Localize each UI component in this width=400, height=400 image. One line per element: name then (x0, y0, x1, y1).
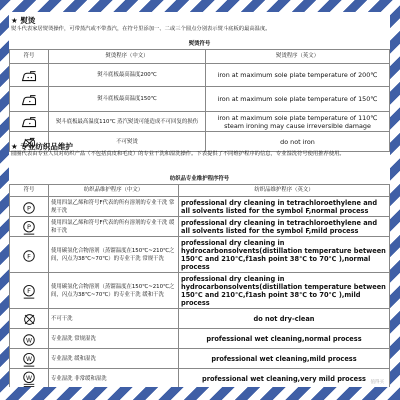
symbol-cell (10, 349, 49, 369)
symbol-cell (10, 369, 49, 388)
procedure-english: professional dry cleaning in tetrachloroethylene and all solvents listed for the symbol F,mild process (179, 217, 390, 237)
symbol-cell (10, 237, 49, 273)
iron-two-dots-icon (19, 70, 39, 83)
header-symbol: 符号 (10, 50, 49, 64)
procedure-english: professional wet cleaning,mild process (179, 349, 390, 369)
svg-text:P: P (27, 203, 31, 212)
procedure-chinese: 专业湿洗 常规湿洗 (49, 329, 179, 349)
procedure-english: iron at maximum sole plate temperature of 150℃ (206, 87, 390, 112)
professional-care-table (9, 184, 390, 387)
procedure-english: professional dry cleaning in tetrachloroethylene and all solvents listed for the symbol F,normal process (179, 197, 390, 217)
iron-one-dot-icon (19, 94, 39, 107)
svg-text:W: W (25, 374, 33, 382)
procedure-chinese: 熨斗底板最高温度200℃ (49, 64, 206, 87)
table-row (10, 237, 390, 273)
procedure-chinese: 专业湿洗 缓和湿洗 (49, 349, 179, 369)
procedure-english: professional dry cleaning in hydrocarbonsolvents(distillation temperature between 150℃ and 210℃,f1ash point 38℃ to 70℃ ),normal process (179, 237, 390, 273)
symbol-cell (10, 87, 49, 112)
symbol-cell (10, 197, 49, 217)
symbol-cell (10, 64, 49, 87)
ironing-table-caption: 熨烫符号 (188, 41, 211, 47)
table-row (10, 349, 390, 369)
no-dry-clean-icon (23, 313, 36, 326)
ironing-table (9, 49, 390, 152)
w-circle-underline-icon (22, 352, 36, 368)
header-symbol: 符号 (10, 185, 49, 197)
procedure-chinese: 熨斗底板最高温度110℃ 蒸汽熨烫可能造成不可回复的损伤 (49, 112, 206, 132)
procedure-english: do not iron (206, 132, 390, 152)
w-circle-icon (22, 333, 36, 347)
header-procedure-english: 纺织品维护程序（英文） (179, 185, 390, 197)
professional-section-title: ★ 专业纺织品维护 (11, 142, 73, 151)
procedure-english: iron at maximum sole plate temperature of 200℃ (206, 64, 390, 87)
svg-text:P: P (27, 222, 31, 231)
svg-text:F: F (27, 286, 31, 295)
header-procedure-english: 熨烫程序（英文） (206, 50, 390, 64)
table-row (10, 217, 390, 237)
f-circle-icon (22, 249, 36, 263)
procedure-chinese: 使用四氯乙烯和符号F代表的所有溶剂的专业干洗 常规干洗 (49, 197, 179, 217)
procedure-chinese: 不可干洗 (49, 309, 179, 329)
symbol-cell (10, 273, 49, 309)
procedure-chinese: 使用四氯乙烯和符号F代表的所有溶剂的专业干洗 缓和干洗 (49, 217, 179, 237)
procedure-english: professional wet cleaning,very mild process (179, 369, 390, 388)
table-row (10, 64, 390, 87)
professional-table-caption: 纺织品专业维护程序符号 (169, 176, 230, 182)
w-circle-double-underline-icon (22, 371, 36, 387)
procedure-chinese: 不可熨烫 (49, 132, 206, 152)
procedure-english: professional dry cleaning in hydrocarbonsolvents(distillation temperature between 150℃ and 210℃,f1ash point 38℃ to 70℃ ),mild process (179, 273, 390, 309)
svg-text:W: W (25, 336, 33, 344)
svg-text:W: W (25, 355, 33, 363)
symbol-cell (10, 329, 49, 349)
professional-section-description: 圆圈代表由专业人员对纺织产品（不包括真皮和毛皮）的专业干洗和湿洗操作。下表提供了不同维护程序的信息，专业湿洗符号使用推荐使用。 (11, 151, 345, 157)
header-procedure-chinese: 熨烫程序（中文） (49, 50, 206, 64)
procedure-chinese: 熨斗底板最高温度150℃ (49, 87, 206, 112)
table-row (10, 329, 390, 349)
procedure-english: professional wet cleaning,normal process (179, 329, 390, 349)
ironing-section-description: 熨斗代表家居熨烫操作，可带蒸汽或不带蒸汽，在符号里添加一、二或三个圆点分别表示熨斗底板的最高温度。 (11, 26, 271, 32)
ironing-section-title: ★ 熨烫 (11, 16, 36, 25)
header-procedure-chinese: 纺织品维护程序（中文） (49, 185, 179, 197)
procedure-english: do not dry-clean (179, 309, 390, 329)
svg-text:F: F (27, 251, 31, 260)
watermark-text: 值得买 (370, 380, 384, 385)
symbol-cell (10, 217, 49, 237)
table-row (10, 273, 390, 309)
procedure-chinese: 专业湿洗 非常缓和湿洗 (49, 369, 179, 388)
symbol-cell (10, 112, 49, 132)
table-row (10, 309, 390, 329)
table-header-row (10, 185, 390, 197)
care-label-sheet (9, 12, 390, 387)
p-circle-underline-icon (22, 220, 36, 236)
procedure-english: iron at maximum sole plate temperature of 110℃ steam ironing may cause irreversible damage (206, 112, 390, 132)
procedure-chinese: 使用碳氢化合物溶剂（蒸馏温度在150℃~210℃之间，闪点为38℃~70℃）的专业干洗 缓和干洗 (49, 273, 179, 309)
table-row (10, 87, 390, 112)
f-circle-underline-icon (22, 284, 36, 300)
table-row (10, 369, 390, 388)
procedure-chinese: 使用碳氢化合物溶剂（蒸馏温度在150℃~210℃之间，闪点为38℃~70℃）的专业干洗 常规干洗 (49, 237, 179, 273)
iron-single-dot-icon (19, 116, 39, 129)
symbol-cell (10, 309, 49, 329)
table-row (10, 112, 390, 132)
table-row (10, 197, 390, 217)
table-header-row (10, 50, 390, 64)
p-circle-icon (22, 201, 36, 215)
